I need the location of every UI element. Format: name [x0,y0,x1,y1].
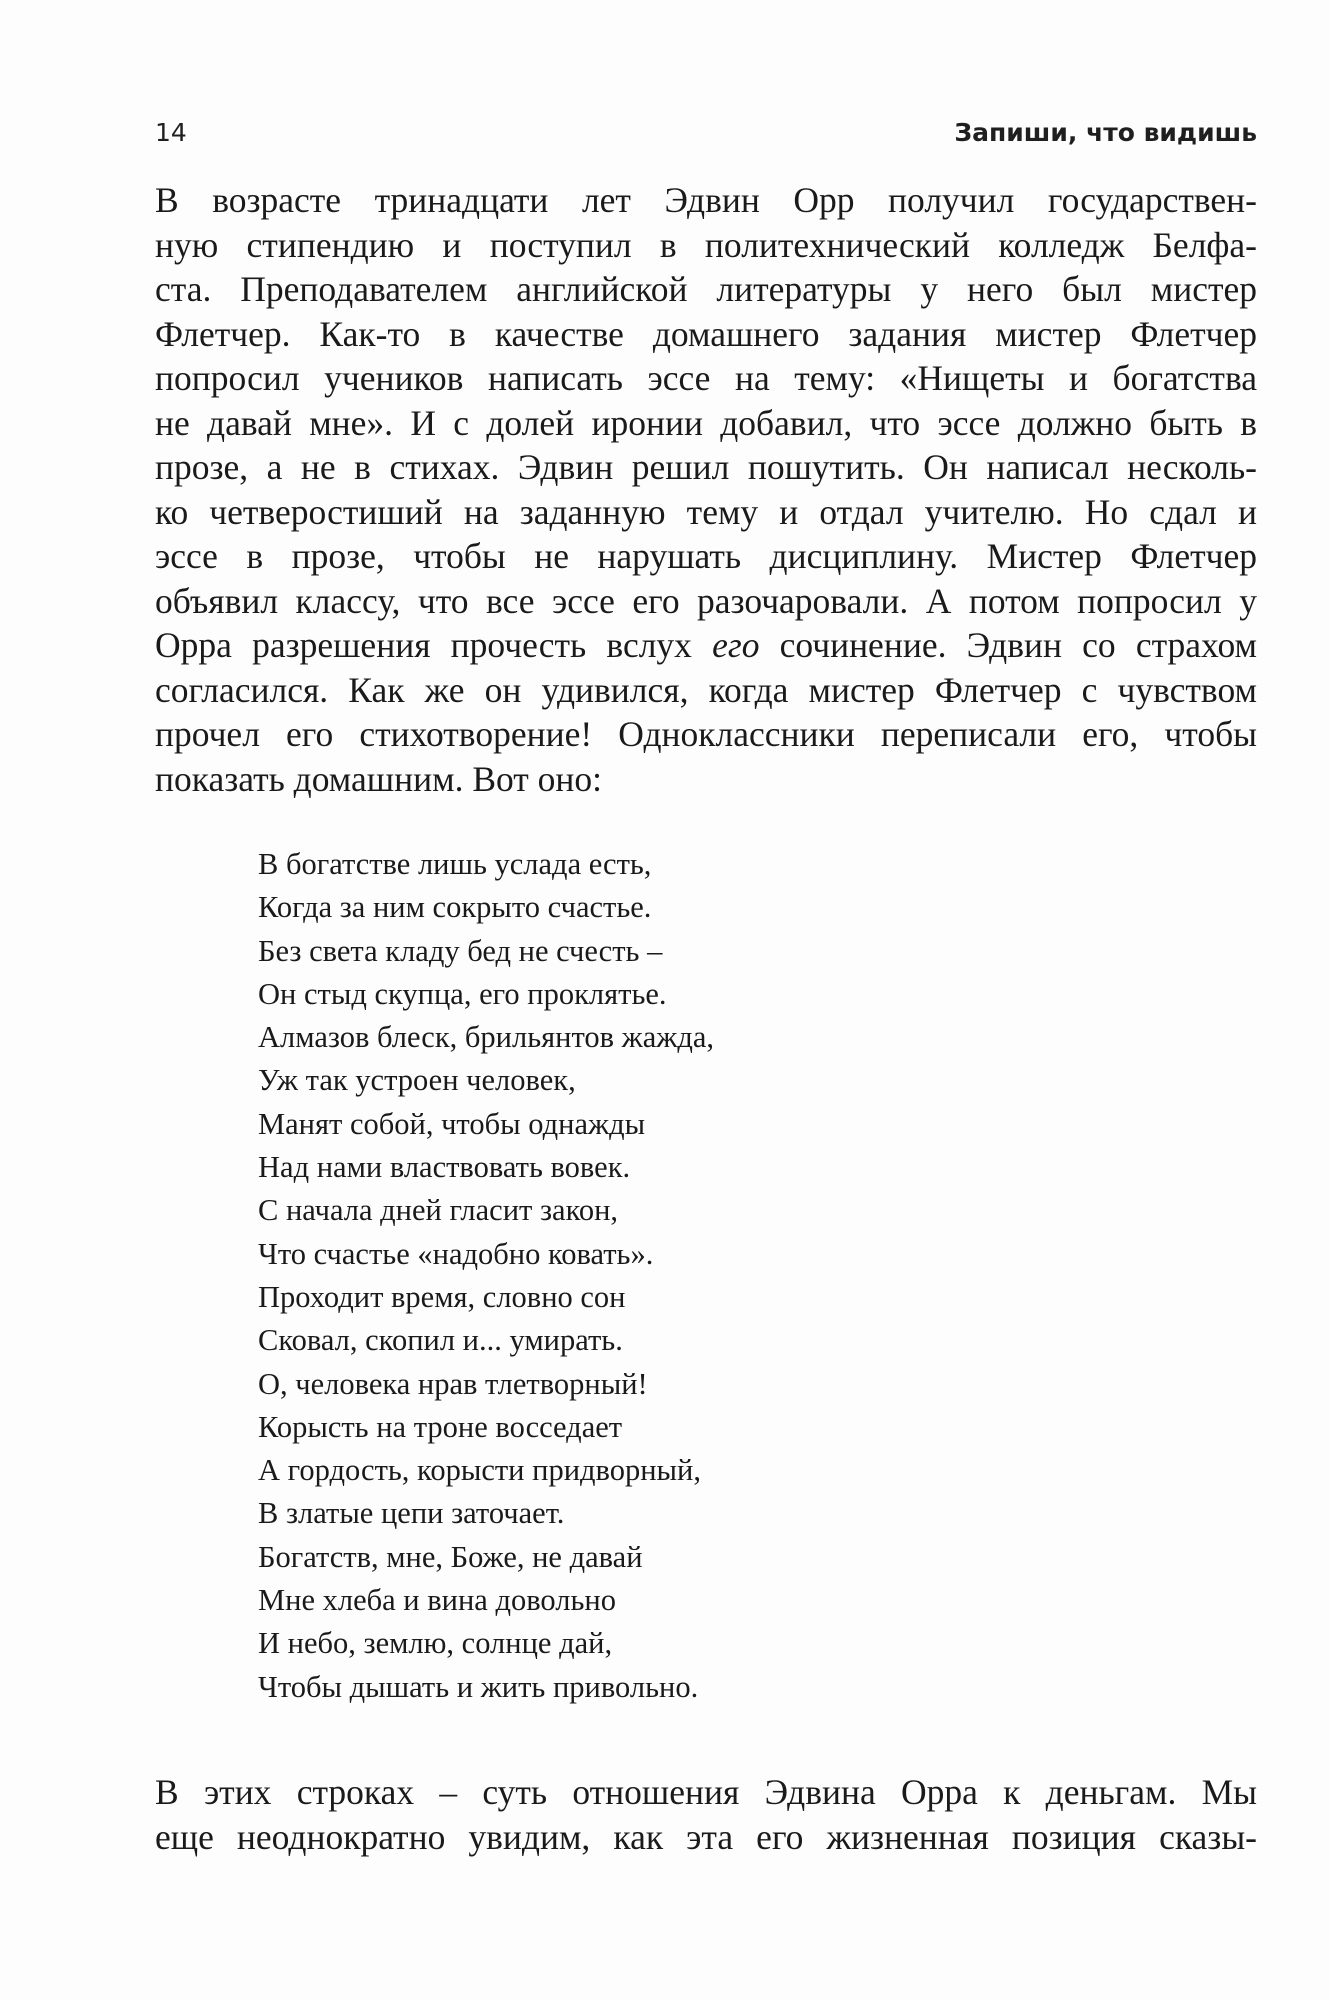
paragraph-line: В этих строках – суть отношения Эдвина Орра к деньгам. Мы [155,1772,1257,1812]
paragraph-line: попросил учеников написать эссе на тему: «Нищеты и богатства [155,358,1257,398]
line-segment: сочинение. Эдвин со страхом [759,625,1257,665]
paragraph-line: не давай мне». И с долей иронии добавил, что эссе должно быть в [155,402,1257,443]
poem-line: Богатств, мне, Боже, не давай [258,1539,643,1574]
paragraph-line: еще неоднократно увидим, как эта его жизненная позиция сказы- [155,1816,1257,1857]
poem-line: Проходит время, словно сон [258,1279,626,1314]
poem-line: Сковал, скопил и... умирать. [258,1323,623,1358]
poem-line: В богатстве лишь услада есть, [258,847,652,881]
poem-line: А гордость, корысти придворный, [258,1453,701,1488]
page-header [155,118,1257,158]
poem-line: Уж так устроен человек, [258,1063,576,1098]
poem-line: Корысть на троне восседает [258,1409,623,1444]
paragraph-last-line: показать домашним. Вот оно: [155,758,603,799]
paragraph-line: В возрасте тринадцати лет Эдвин Орр получил государствен- [155,180,1257,220]
poem-line: Без света кладу бед не счесть – [258,933,663,968]
poem-line: Манят собой, чтобы однажды [258,1106,646,1141]
paragraph-line: ста. Преподавателем английской литературы у него был мистер [155,269,1257,309]
poem-line: Алмазов блеск, брильянтов жажда, [258,1020,715,1055]
paragraph-line: эссе в прозе, чтобы не нарушать дисциплину. Мистер Флетчер [155,536,1257,576]
poem-line: В златые цепи заточает. [258,1496,565,1531]
poem-line: Мне хлеба и вина довольно [258,1583,616,1618]
poem-line: Что счастье «надобно ковать». [258,1236,654,1271]
paragraph-line: согласился. Как же он удивился, когда мистер Флетчер с чувством [155,669,1257,710]
poem-line: Чтобы дышать и жить привольно. [258,1669,699,1704]
paragraph-line: объявил классу, что все эссе его разочаровали. А потом попросил у [155,580,1257,621]
poem-line: Над нами властвовать вовек. [258,1150,631,1185]
paragraph-line-with-italic [155,623,1257,668]
closing-paragraph [155,1770,1257,1859]
line-segment: Орра разрешения прочесть вслух [155,625,713,665]
paragraph-line: прозе, а не в стихах. Эдвин решил пошутить. Он написал несколь- [155,447,1257,487]
running-head: Запиши, что видишь [954,118,1257,147]
poem-line: И небо, землю, солнце дай, [258,1626,613,1661]
main-paragraph [155,178,1257,801]
paragraph-line: ко четверостиший на заданную тему и отдал учителю. Но сдал и [155,491,1257,532]
paragraph-line: Флетчер. Как-то в качестве домашнего задания мистер Флетчер [155,313,1257,354]
poem [258,843,714,1709]
poem-line: С начала дней гласит закон, [258,1193,619,1228]
poem-line: Он стыд скупца, его проклятье. [258,976,667,1011]
page-number: 14 [155,118,187,147]
paragraph-line: прочел его стихотворение! Одноклассники переписали его, чтобы [155,714,1257,754]
italic-word: его [712,625,760,665]
poem-line: О, человека нрав тлетворный! [258,1366,648,1401]
paragraph-line: ную стипендию и поступил в политехнический колледж Белфа- [155,224,1257,265]
poem-line: Когда за ним сокрыто счастье. [258,890,652,925]
